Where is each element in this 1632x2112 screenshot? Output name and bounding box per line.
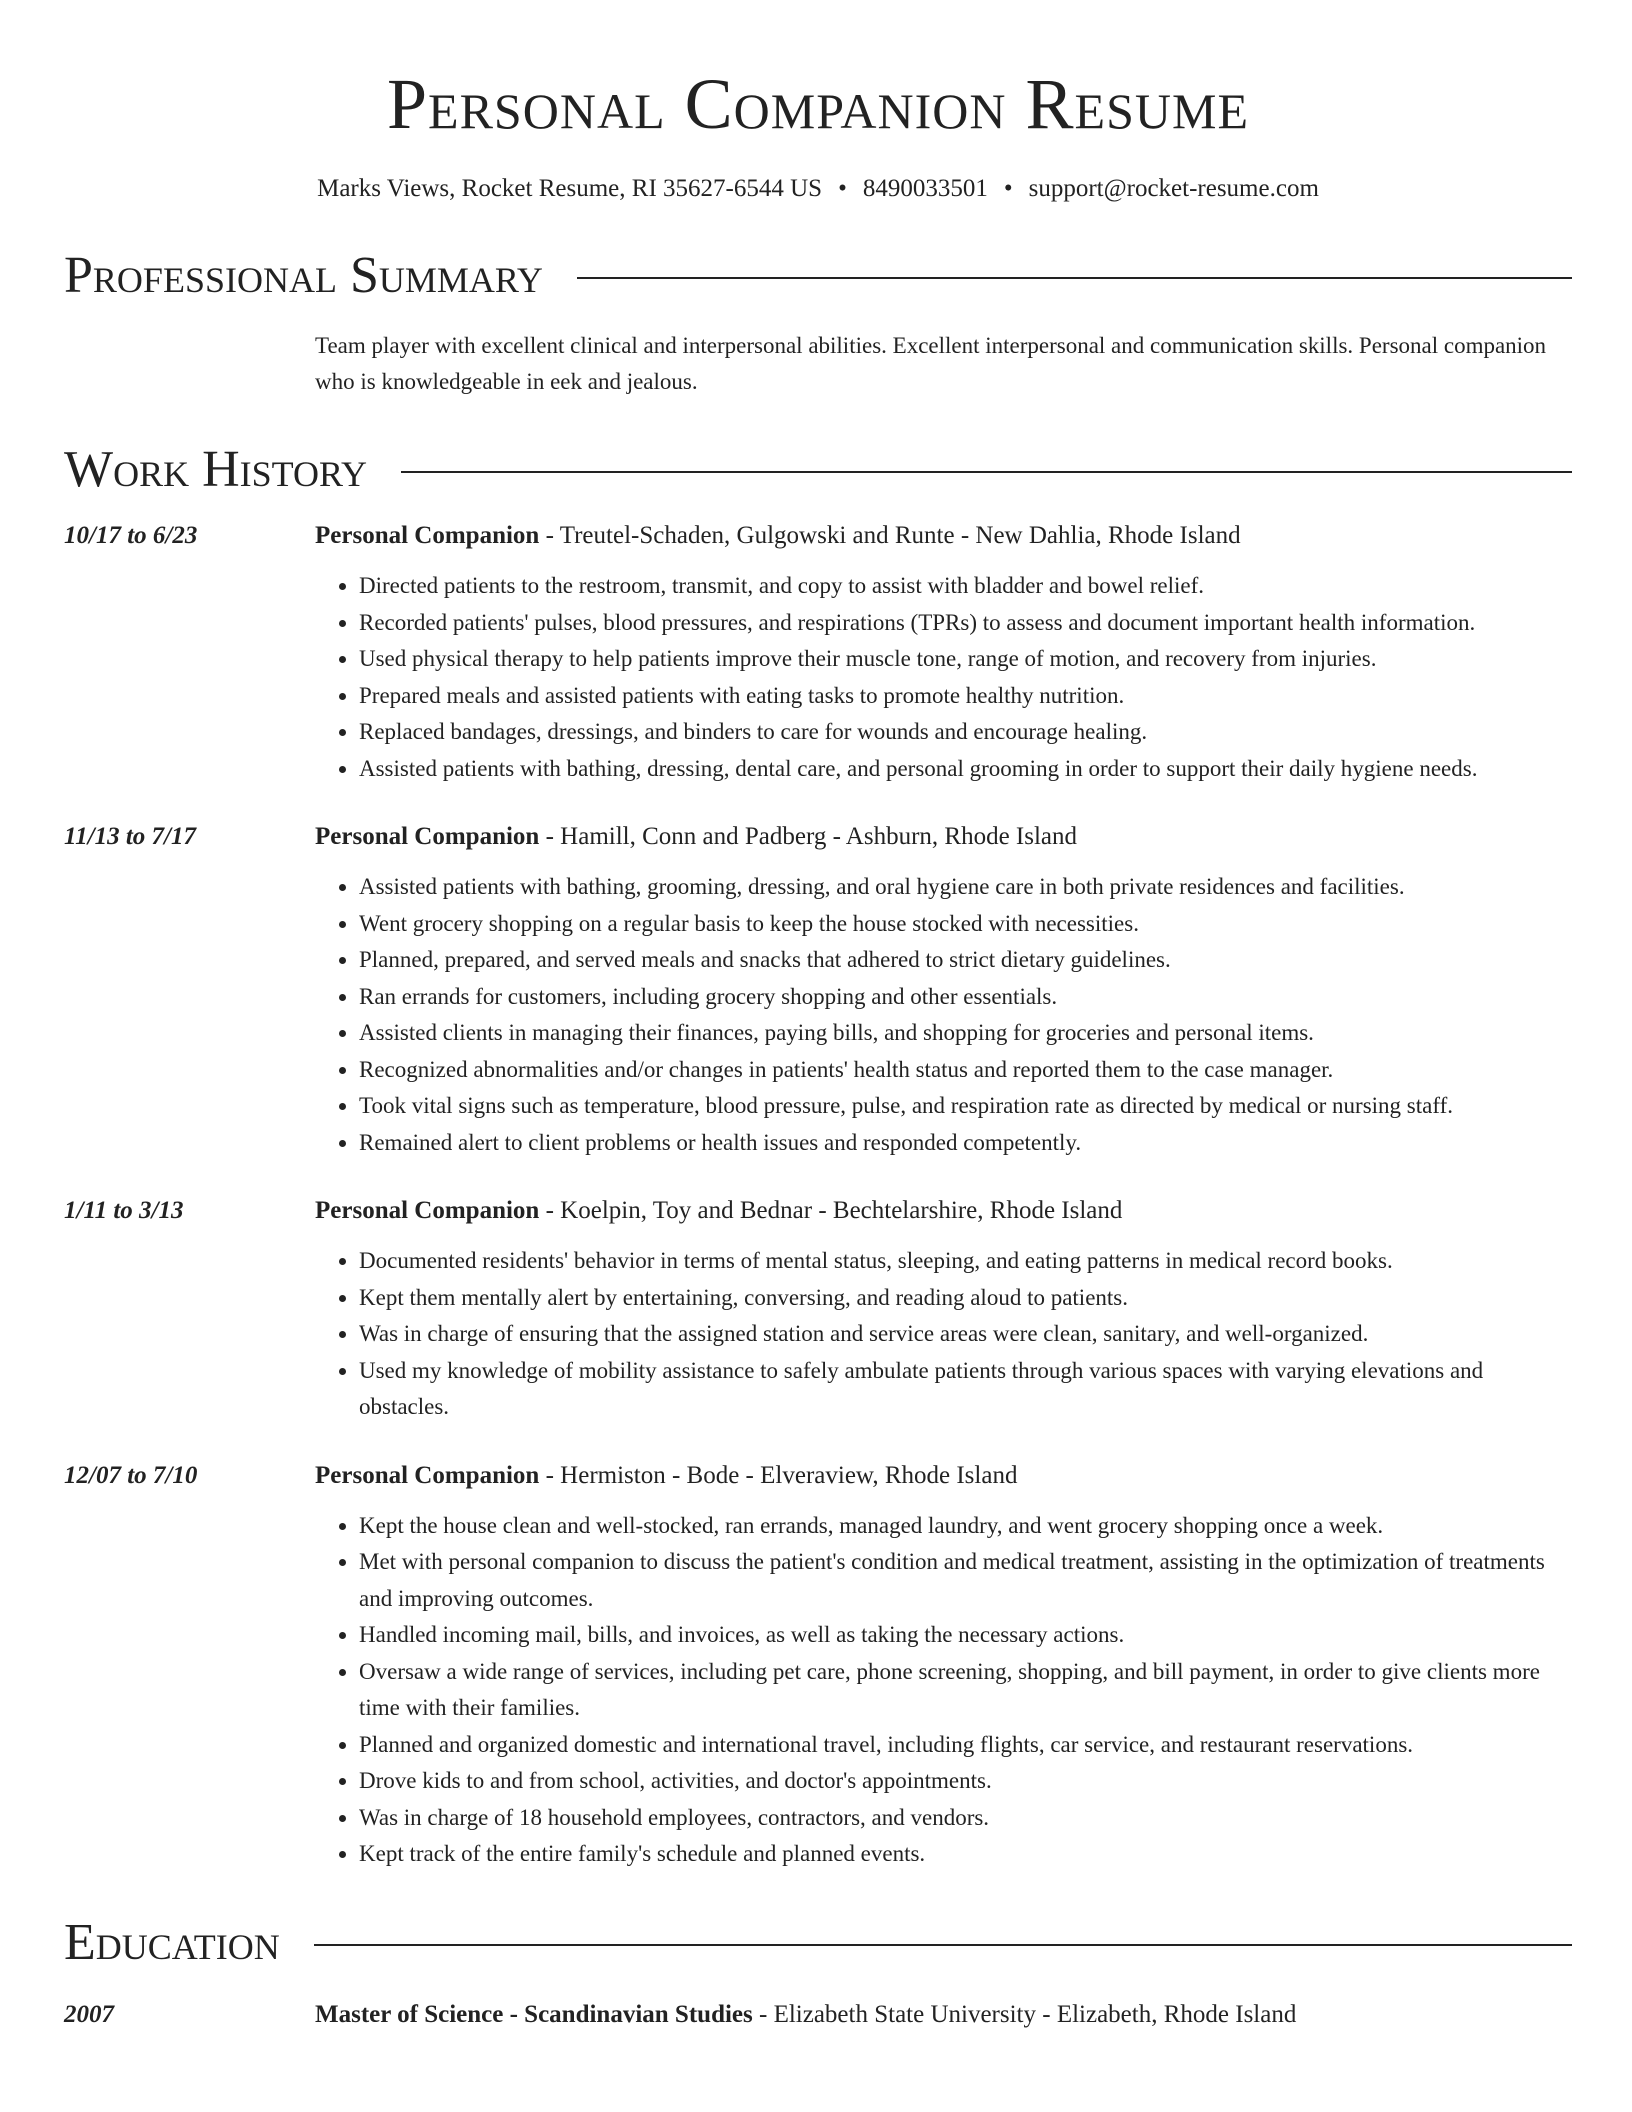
- job-date: 10/17 to 6/23: [64, 522, 198, 549]
- job-bullet: • Used my knowledge of mobility assistance to safely ambulate patients through various spaces with varying elevations and obstacles.: [359, 1353, 1572, 1426]
- job-date: 11/13 to 7/17: [64, 823, 196, 850]
- job-bullet: • Used physical therapy to help patients improve their muscle tone, range of motion, and recovery from injuries.: [359, 641, 1572, 678]
- job-employer: - Hermiston - Bode - Elveraview, Rhode Island: [539, 1461, 1018, 1489]
- job-bullet: • Remained alert to client problems or health issues and responded competently.: [359, 1125, 1572, 1162]
- contact-address: Marks Views, Rocket Resume, RI 35627-6544 US: [317, 175, 823, 202]
- job-bullet: • Took vital signs such as temperature, blood pressure, pulse, and respiration rate as directed by medical or nursing staff.: [359, 1088, 1572, 1125]
- job-employer: - Hamill, Conn and Padberg - Ashburn, Rhode Island: [539, 823, 1078, 850]
- job-bullet: • Ran errands for customers, including grocery shopping and other essentials.: [359, 979, 1572, 1016]
- job-bullet: • Assisted patients with bathing, grooming, dressing, and oral hygiene care in both private residences and facilities.: [359, 869, 1572, 906]
- job-bullet: • Assisted clients in managing their finances, paying bills, and shopping for groceries and personal items.: [359, 1015, 1572, 1052]
- section-divider: [401, 471, 1572, 473]
- job-bullet: • Kept them mentally alert by entertaining, conversing, and reading aloud to patients.: [359, 1280, 1572, 1317]
- job-bullet: • Documented residents' behavior in terms of mental status, sleeping, and eating patterns in medical record books.: [359, 1243, 1572, 1280]
- job-bullet: • Kept track of the entire family's schedule and planned events.: [359, 1836, 1572, 1873]
- job-bullets: [315, 869, 1572, 1161]
- education-date: 2007: [64, 2000, 114, 2028]
- job-bullet: • Recorded patients' pulses, blood pressures, and respirations (TPRs) to assess and document important health information.: [359, 605, 1572, 642]
- job-bullet: • Planned, prepared, and served meals and snacks that adhered to strict dietary guidelines.: [359, 942, 1572, 979]
- job-title: Personal Companion: [315, 1197, 540, 1224]
- section-header-education: [64, 1913, 1572, 1973]
- job-date: 12/07 to 7/10: [64, 1461, 198, 1489]
- job-entry-4: [64, 1458, 1572, 1873]
- job-bullets: [315, 1508, 1572, 1873]
- section-header-summary: [64, 246, 1572, 306]
- job-bullet: • Assisted patients with bathing, dressing, dental care, and personal grooming in order to support their daily hygiene needs.: [359, 751, 1572, 788]
- job-bullet: • Drove kids to and from school, activities, and doctor's appointments.: [359, 1763, 1572, 1800]
- job-bullet: • Planned and organized domestic and international travel, including flights, car service, and restaurant reservations.: [359, 1727, 1572, 1764]
- job-employer: - Treutel-Schaden, Gulgowski and Runte - New Dahlia, Rhode Island: [539, 522, 1241, 549]
- section-title-education: Education: [64, 1913, 280, 1971]
- section-divider: [314, 1944, 1572, 1946]
- job-bullets: [315, 568, 1572, 787]
- job-bullet: • Went grocery shopping on a regular basis to keep the house stocked with necessities.: [359, 906, 1572, 943]
- contact-phone: 8490033501: [862, 175, 988, 202]
- job-bullet: • Oversaw a wide range of services, including pet care, phone screening, shopping, and bill payment, in order to give clients more time with their families.: [359, 1654, 1572, 1727]
- contact-line: [64, 172, 1572, 206]
- job-title: Personal Companion: [315, 522, 540, 549]
- job-bullet: • Met with personal companion to discuss the patient's condition and medical treatment, assisting in the optimization of treatments and improving outcomes.: [359, 1544, 1572, 1617]
- job-title: Personal Companion: [315, 1461, 540, 1489]
- summary-text: Team player with excellent clinical and interpersonal abilities. Excellent interpersonal and communication skills. Personal companion who is knowledgeable in eek and jealous.: [315, 333, 1547, 394]
- education-school: - Elizabeth State University - Elizabeth, Rhode Island: [752, 2000, 1297, 2028]
- job-title-line: [315, 1458, 1572, 1494]
- job-entry-2: [64, 819, 1572, 1161]
- contact-email: support@rocket-resume.com: [1028, 175, 1319, 202]
- resume-name: Personal Companion Resume: [387, 64, 1249, 144]
- job-bullet: • Recognized abnormalities and/or changes in patients' health status and reported them to the case manager.: [359, 1052, 1572, 1089]
- job-title-line: [315, 819, 1572, 855]
- job-bullet: • Kept the house clean and well-stocked, ran errands, managed laundry, and went grocery shopping once a week.: [359, 1508, 1572, 1545]
- section-divider: [577, 277, 1572, 279]
- job-title-line: [315, 1193, 1572, 1229]
- job-bullet: • Replaced bandages, dressings, and binders to care for wounds and encourage healing.: [359, 714, 1572, 751]
- job-date: 1/11 to 3/13: [64, 1197, 184, 1224]
- job-bullet: • Was in charge of ensuring that the assigned station and service areas were clean, sanitary, and well-organized.: [359, 1316, 1572, 1353]
- job-title-line: [315, 518, 1572, 554]
- education-entry-1: [64, 1997, 1572, 2033]
- contact-separator: •: [838, 175, 847, 202]
- job-bullet: • Directed patients to the restroom, transmit, and copy to assist with bladder and bowel relief.: [359, 568, 1572, 605]
- section-title-work: Work History: [64, 441, 368, 498]
- education-degree: Master of Science - Scandinavian Studies: [315, 2000, 753, 2028]
- job-entry-1: [64, 518, 1572, 787]
- job-entry-3: [64, 1193, 1572, 1426]
- job-bullet: • Prepared meals and assisted patients with eating tasks to promote healthy nutrition.: [359, 678, 1572, 715]
- job-bullets: [315, 1243, 1572, 1426]
- job-title: Personal Companion: [315, 823, 540, 850]
- job-bullet: • Handled incoming mail, bills, and invoices, as well as taking the necessary actions.: [359, 1617, 1572, 1654]
- section-title-summary: Professional Summary: [64, 247, 543, 304]
- section-header-work: [64, 440, 1572, 500]
- contact-separator: •: [1003, 175, 1013, 202]
- job-employer: - Koelpin, Toy and Bednar - Bechtelarshire, Rhode Island: [539, 1197, 1123, 1224]
- job-bullet: • Was in charge of 18 household employees, contractors, and vendors.: [359, 1800, 1572, 1837]
- education-line: [315, 1997, 1572, 2033]
